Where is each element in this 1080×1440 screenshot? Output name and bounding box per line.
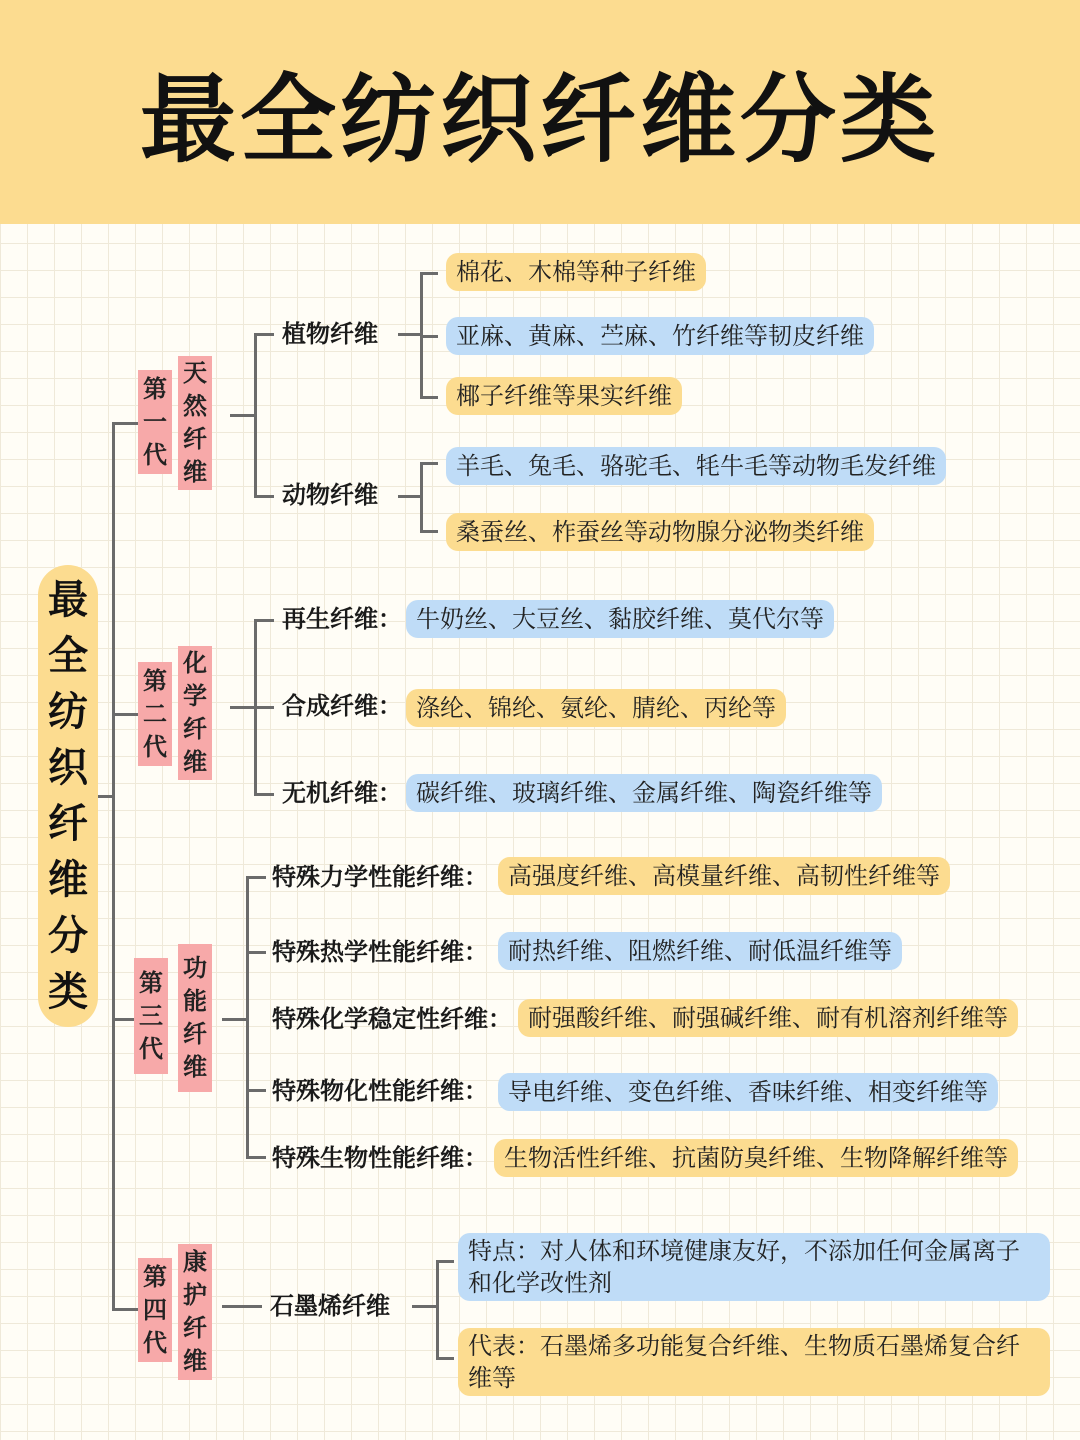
- animal-spine: [420, 462, 423, 532]
- gen2-branch: [112, 713, 138, 716]
- gen2-kind-char: 纤: [183, 715, 207, 743]
- gen4-kind-char: 纤: [183, 1314, 207, 1342]
- gen2-tag: [138, 662, 172, 766]
- root-char: 纺: [48, 689, 88, 735]
- plant-item-branch: [420, 272, 438, 275]
- gen2-row-branch: [254, 793, 274, 796]
- synthetic-fiber-items: 涤纶、锦纶、氨纶、腈纶、丙纶等: [406, 689, 786, 727]
- biological-fiber-label: 特殊生物性能纤维：: [272, 1144, 488, 1172]
- gen1-spine: [254, 333, 257, 497]
- plant-item-branch: [420, 335, 438, 338]
- gen4-kind-char: 康: [183, 1248, 207, 1276]
- root-char: 织: [48, 745, 88, 791]
- gen3-connector: [222, 1018, 246, 1021]
- thermal-fiber-items: 耐热纤维、阻燃纤维、耐低温纤维等: [498, 932, 902, 970]
- plant-item-bast: 亚麻、黄麻、苎麻、竹纤维等韧皮纤维: [446, 317, 874, 355]
- physicochemical-fiber-items: 导电纤维、变色纤维、香味纤维、相变纤维等: [498, 1073, 998, 1111]
- graphene-item-branch: [436, 1357, 454, 1360]
- biological-fiber-items: 生物活性纤维、抗菌防臭纤维、生物降解纤维等: [494, 1139, 1018, 1177]
- root-connector: [98, 795, 112, 798]
- root-char: 类: [48, 969, 88, 1015]
- animal-connector: [398, 495, 420, 498]
- synthetic-fiber-label: 合成纤维：: [282, 692, 402, 720]
- thermal-fiber-label: 特殊热学性能纤维：: [272, 938, 488, 966]
- root-node: [38, 565, 98, 1027]
- plant-connector: [398, 333, 420, 336]
- gen3-row-branch: [246, 876, 266, 879]
- page-title: 最全纺织纤维分类: [140, 63, 940, 176]
- gen4-char: 四: [143, 1295, 167, 1324]
- animal-item-gland: 桑蚕丝、柞蚕丝等动物腺分泌物类纤维: [446, 513, 874, 551]
- chemical-stability-fiber-items: 耐强酸纤维、耐强碱纤维、耐有机溶剂纤维等: [518, 999, 1018, 1037]
- gen3-row-branch: [246, 1156, 266, 1159]
- root-spine: [112, 422, 115, 1310]
- gen1-char: 一: [143, 407, 167, 436]
- animal-item-branch: [420, 530, 438, 533]
- graphene-spine: [436, 1260, 439, 1360]
- root-char: 全: [48, 633, 88, 679]
- gen3-branch: [112, 1018, 134, 1021]
- plant-branch: [254, 333, 274, 336]
- gen3-tag: [134, 958, 168, 1074]
- gen3-row-branch: [246, 951, 266, 954]
- gen2-kind-char: 学: [183, 682, 207, 710]
- mechanical-fiber-items: 高强度纤维、高模量纤维、高韧性纤维等: [498, 857, 950, 895]
- gen1-char: 第: [143, 374, 167, 403]
- gen2-kind-tag: [178, 646, 212, 780]
- gen2-row-branch: [254, 619, 274, 622]
- inorganic-fiber-label: 无机纤维：: [282, 779, 402, 807]
- regenerated-fiber-items: 牛奶丝、大豆丝、黏胶纤维、莫代尔等: [406, 600, 834, 638]
- gen3-kind-char: 纤: [183, 1020, 207, 1048]
- gen3-kind-char: 维: [183, 1053, 207, 1081]
- gen3-kind-char: 功: [183, 954, 207, 982]
- gen3-kind-char: 能: [183, 987, 207, 1015]
- gen3-kind-tag: [178, 944, 212, 1092]
- gen1-kind-char: 维: [183, 458, 207, 486]
- gen3-char: 三: [139, 1001, 163, 1030]
- gen1-branch: [112, 422, 138, 425]
- regenerated-fiber-label: 再生纤维：: [282, 605, 402, 633]
- animal-fiber-label: 动物纤维: [282, 481, 378, 509]
- gen2-row-branch: [254, 706, 274, 709]
- graphene-item-branch: [436, 1260, 454, 1263]
- gen1-kind-char: 天: [183, 359, 207, 387]
- root-char: 纤: [48, 801, 88, 847]
- gen2-char: 二: [143, 699, 167, 728]
- gen4-char: 第: [143, 1262, 167, 1291]
- gen1-kind-char: 纤: [183, 425, 207, 453]
- gen1-char: 代: [143, 440, 167, 469]
- gen4-kind-tag: [178, 1244, 212, 1380]
- animal-item-hair: 羊毛、兔毛、骆驼毛、牦牛毛等动物毛发纤维: [446, 447, 946, 485]
- gen1-tag: [138, 370, 172, 474]
- gen4-char: 代: [143, 1328, 167, 1357]
- gen3-char: 第: [139, 968, 163, 997]
- gen1-kind-tag: [178, 356, 212, 490]
- gen1-kind-char: 然: [183, 392, 207, 420]
- graphene-fiber-label: 石墨烯纤维: [270, 1292, 390, 1320]
- gen4-kind-char: 维: [183, 1347, 207, 1375]
- gen2-kind-char: 化: [183, 649, 207, 677]
- plant-fiber-label: 植物纤维: [282, 320, 378, 348]
- graphene-representative: 代表：石墨烯多功能复合纤维、生物质石墨烯复合纤维等: [458, 1328, 1050, 1396]
- title-banner: [0, 0, 1080, 224]
- root-char: 最: [48, 577, 88, 623]
- plant-item-branch: [420, 396, 438, 399]
- animal-branch: [254, 495, 274, 498]
- inorganic-fiber-items: 碳纤维、玻璃纤维、金属纤维、陶瓷纤维等: [406, 774, 882, 812]
- gen2-char: 代: [143, 732, 167, 761]
- gen2-char: 第: [143, 666, 167, 695]
- chemical-stability-fiber-label: 特殊化学稳定性纤维：: [272, 1005, 512, 1033]
- gen3-spine: [246, 876, 249, 1158]
- physicochemical-fiber-label: 特殊物化性能纤维：: [272, 1077, 488, 1105]
- plant-item-fruit: 椰子纤维等果实纤维: [446, 377, 682, 415]
- gen4-branch: [112, 1308, 138, 1311]
- graphene-connector: [412, 1305, 436, 1308]
- gen2-connector: [230, 706, 254, 709]
- animal-item-branch: [420, 462, 438, 465]
- gen4-kind-char: 护: [183, 1281, 207, 1309]
- mechanical-fiber-label: 特殊力学性能纤维：: [272, 863, 488, 891]
- plant-item-seed: 棉花、木棉等种子纤维: [446, 253, 706, 291]
- root-char: 维: [48, 857, 88, 903]
- gen1-connector: [230, 414, 254, 417]
- root-char: 分: [48, 913, 88, 959]
- gen4-connector: [222, 1305, 262, 1308]
- graphene-feature: 特点：对人体和环境健康友好，不添加任何金属离子和化学改性剂: [458, 1233, 1050, 1301]
- gen3-char: 代: [139, 1034, 163, 1063]
- gen2-kind-char: 维: [183, 748, 207, 776]
- gen4-tag: [138, 1258, 172, 1362]
- gen3-row-branch: [246, 1089, 266, 1092]
